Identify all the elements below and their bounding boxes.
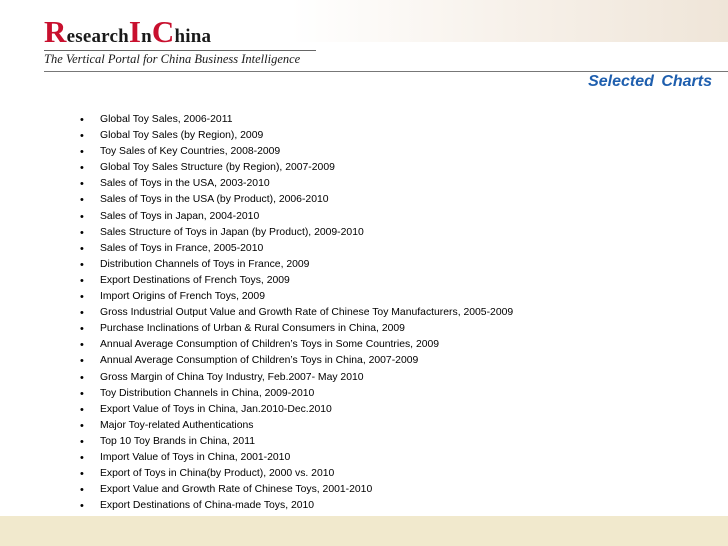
chart-list-item bbox=[80, 273, 513, 289]
chart-title: Top 10 Toy Brands in China, 2011 bbox=[100, 435, 255, 447]
bullet-icon: • bbox=[80, 146, 84, 159]
chart-title: Sales of Toys in the USA, 2003-2010 bbox=[100, 178, 270, 190]
chart-title: Distribution Channels of Toys in France, 2009 bbox=[100, 258, 310, 270]
bullet-icon: • bbox=[80, 258, 84, 271]
chart-list-item bbox=[80, 257, 513, 273]
chart-title: Major Toy-related Authentications bbox=[100, 419, 254, 431]
chart-list-item bbox=[80, 466, 513, 482]
chart-list-item bbox=[80, 418, 513, 434]
chart-title: Export Value and Growth Rate of Chinese Toys, 2001-2010 bbox=[100, 484, 373, 496]
chart-list-item bbox=[80, 128, 513, 144]
bullet-icon: • bbox=[80, 468, 84, 481]
chart-list-item bbox=[80, 305, 513, 321]
chart-list bbox=[80, 112, 513, 514]
bullet-icon: • bbox=[80, 484, 84, 497]
chart-list-item bbox=[80, 498, 513, 514]
chart-list-item bbox=[80, 209, 513, 225]
chart-title: Sales of Toys in the USA (by Product), 2006-2010 bbox=[100, 194, 329, 206]
chart-title: Import Origins of French Toys, 2009 bbox=[100, 291, 265, 303]
chart-list-item bbox=[80, 434, 513, 450]
chart-list-item bbox=[80, 402, 513, 418]
chart-title: Toy Sales of Key Countries, 2008-2009 bbox=[100, 146, 281, 158]
bullet-icon: • bbox=[80, 194, 84, 207]
chart-title: Sales of Toys in France, 2005-2010 bbox=[100, 242, 264, 254]
chart-title: Annual Average Consumption of Children’s Toys in China, 2007-2009 bbox=[100, 355, 419, 367]
chart-title: Purchase Inclinations of Urban & Rural Consumers in China, 2009 bbox=[100, 323, 405, 335]
bullet-icon: • bbox=[80, 371, 84, 384]
bullet-icon: • bbox=[80, 403, 84, 416]
bullet-icon: • bbox=[80, 435, 84, 448]
bullet-icon: • bbox=[80, 162, 84, 175]
chart-list-item bbox=[80, 144, 513, 160]
title-divider bbox=[44, 71, 728, 72]
bullet-icon: • bbox=[80, 291, 84, 304]
chart-list-item bbox=[80, 176, 513, 192]
bullet-icon: • bbox=[80, 210, 84, 223]
tagline: The Vertical Portal for China Business Intelligence bbox=[44, 52, 301, 66]
bullet-icon: • bbox=[80, 355, 84, 368]
chart-title: Export Value of Toys in China, Jan.2010-Dec.2010 bbox=[100, 403, 332, 415]
chart-title: Import Value of Toys in China, 2001-2010 bbox=[100, 451, 291, 463]
chart-title: Global Toy Sales Structure (by Region), 2007-2009 bbox=[100, 162, 335, 174]
chart-list-item bbox=[80, 482, 513, 498]
bullet-icon: • bbox=[80, 130, 84, 143]
chart-title: Export Destinations of China-made Toys, 2010 bbox=[100, 500, 315, 512]
bullet-icon: • bbox=[80, 500, 84, 513]
bullet-icon: • bbox=[80, 242, 84, 255]
bullet-icon: • bbox=[80, 419, 84, 432]
bullet-icon: • bbox=[80, 387, 84, 400]
bullet-icon: • bbox=[80, 226, 84, 239]
chart-title: Sales of Toys in Japan, 2004-2010 bbox=[100, 210, 260, 222]
bullet-icon: • bbox=[80, 114, 84, 126]
chart-title: Export Destinations of French Toys, 2009 bbox=[100, 274, 290, 286]
bullet-icon: • bbox=[80, 451, 84, 464]
chart-title: Sales Structure of Toys in Japan (by Product), 2009-2010 bbox=[100, 226, 364, 238]
chart-list-item bbox=[80, 337, 513, 353]
chart-title: Gross Margin of China Toy Industry, Feb.2007- May 2010 bbox=[100, 371, 364, 383]
researchinchina-logo: ResearchInChina bbox=[44, 14, 212, 49]
bullet-icon: • bbox=[80, 339, 84, 352]
logo-divider bbox=[44, 50, 316, 51]
chart-title: Gross Industrial Output Value and Growth Rate of Chinese Toy Manufacturers, 2005-2009 bbox=[100, 307, 514, 319]
chart-title: Annual Average Consumption of Children’s Toys in Some Countries, 2009 bbox=[100, 339, 440, 351]
chart-list-item bbox=[80, 112, 513, 128]
chart-title: Export of Toys in China(by Product), 2000 vs. 2010 bbox=[100, 468, 335, 480]
chart-list-item bbox=[80, 160, 513, 176]
bullet-icon: • bbox=[80, 307, 84, 320]
chart-list-item bbox=[80, 241, 513, 257]
chart-list-item bbox=[80, 370, 513, 386]
chart-title: Global Toy Sales (by Region), 2009 bbox=[100, 130, 264, 142]
chart-list-item bbox=[80, 353, 513, 369]
chart-list-item bbox=[80, 225, 513, 241]
chart-list-item bbox=[80, 321, 513, 337]
chart-title: Global Toy Sales, 2006-2011 bbox=[100, 114, 233, 125]
chart-list-item bbox=[80, 289, 513, 305]
bullet-icon: • bbox=[80, 274, 84, 287]
section-title: Selected Charts bbox=[588, 73, 712, 90]
chart-list-item bbox=[80, 192, 513, 208]
chart-title: Toy Distribution Channels in China, 2009-2010 bbox=[100, 387, 315, 399]
bullet-icon: • bbox=[80, 323, 84, 336]
bullet-icon: • bbox=[80, 178, 84, 191]
chart-list-item bbox=[80, 386, 513, 402]
chart-list-item bbox=[80, 450, 513, 466]
footer-band bbox=[0, 516, 728, 546]
